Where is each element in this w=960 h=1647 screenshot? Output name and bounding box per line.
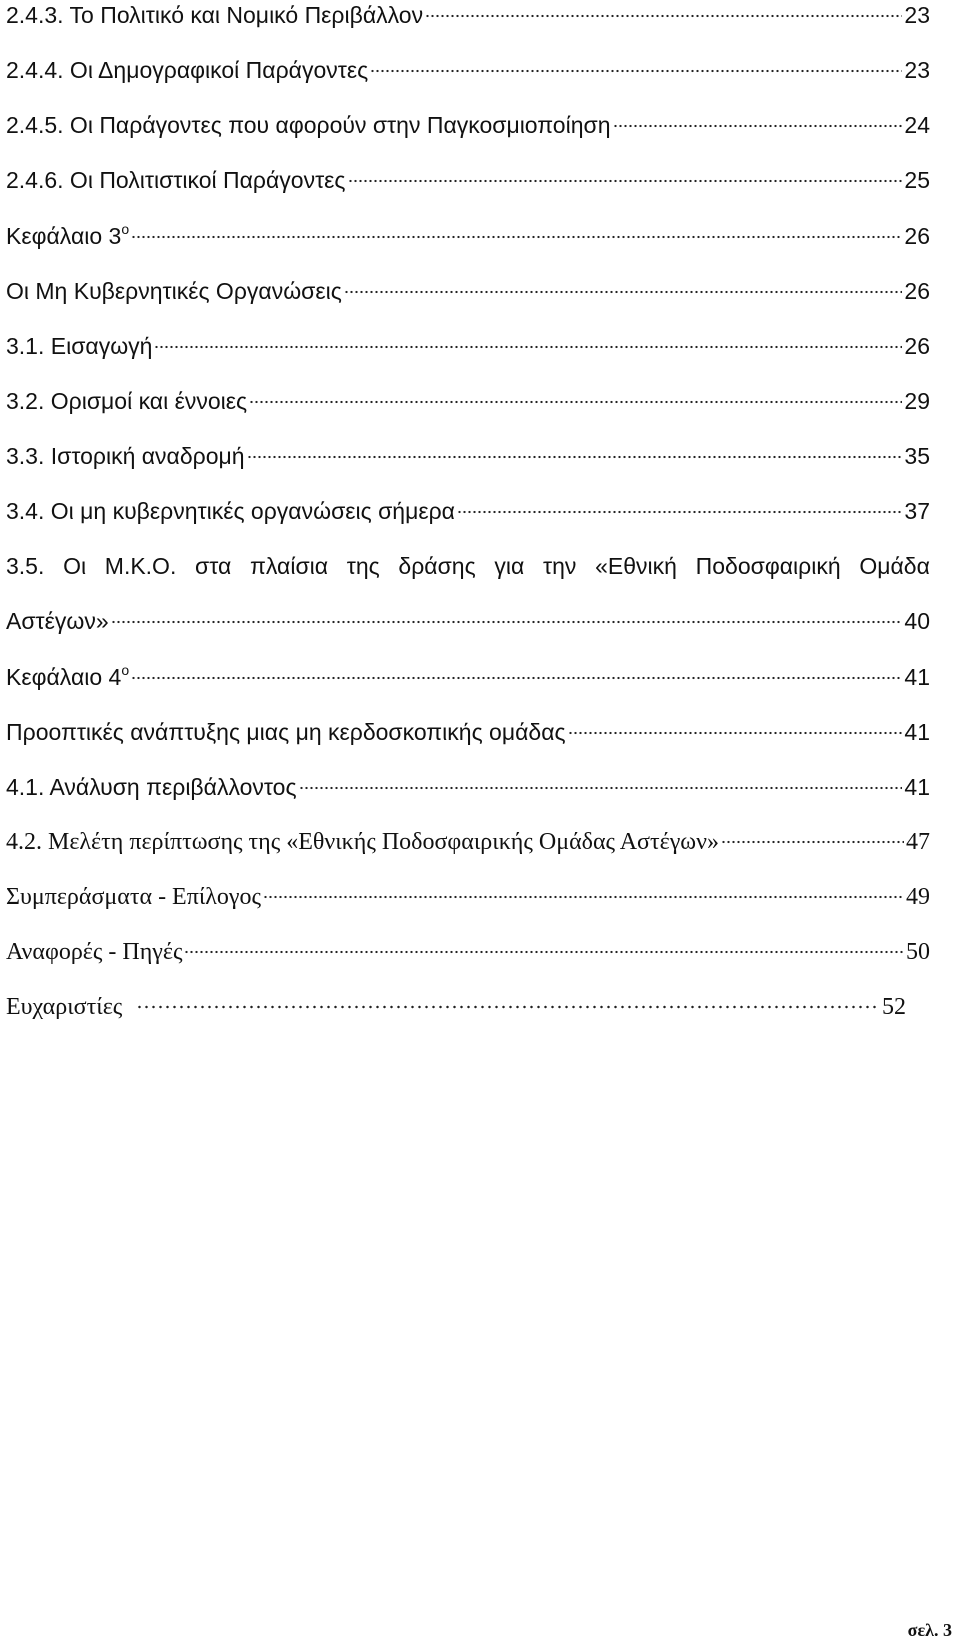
toc-entry[interactable] xyxy=(6,712,930,752)
toc-entry-page: 26 xyxy=(904,223,930,249)
toc-entry-page: 23 xyxy=(904,2,930,28)
toc-entry[interactable] xyxy=(6,987,906,1027)
toc-entry-page: 47 xyxy=(906,829,930,855)
toc-entry-title: 2.4.3. Το Πολιτικό και Νομικό Περιβάλλον xyxy=(6,2,424,28)
dot-leader xyxy=(457,510,902,514)
toc-entry-title: 2.4.5. Οι Παράγοντες που αφορούν στην Παγκοσμιοποίηση xyxy=(6,112,611,138)
toc-entry-title: Αναφορές - Πηγές xyxy=(6,939,183,965)
toc-entry-title: Προοπτικές ανάπτυξης μιας μη κερδοσκοπικής ομάδας xyxy=(6,719,566,745)
toc-entry-page: 41 xyxy=(904,664,930,690)
dot-leader xyxy=(247,455,903,459)
toc-entry-page: 29 xyxy=(904,388,930,414)
dot-leader xyxy=(184,950,904,954)
word: της xyxy=(346,553,380,579)
toc-entry[interactable] xyxy=(6,326,930,366)
word: Ομάδα xyxy=(859,553,930,579)
toc-entry[interactable] xyxy=(6,601,930,641)
toc-entry[interactable] xyxy=(6,105,930,145)
toc-entry[interactable] xyxy=(6,491,930,531)
toc-entry[interactable] xyxy=(6,160,930,200)
toc-entry-page: 49 xyxy=(906,884,930,910)
toc-entry-title: 3.4. Οι μη κυβερνητικές οργανώσεις σήμερα xyxy=(6,498,455,524)
ordinal-superscript: ο xyxy=(121,662,130,678)
toc-entry[interactable] xyxy=(6,877,930,917)
word: πλαίσια xyxy=(250,553,329,579)
dot-leader xyxy=(370,69,902,73)
toc-entry-title: Οι Μη Κυβερνητικές Οργανώσεις xyxy=(6,278,342,304)
word: στα xyxy=(195,553,232,579)
page-number: σελ. 3 xyxy=(907,1620,952,1640)
dot-leader xyxy=(131,235,902,239)
toc-entry[interactable] xyxy=(6,932,930,972)
dot-leader xyxy=(613,124,903,128)
toc-entry-title: Ευχαριστίες xyxy=(6,994,123,1020)
word: την xyxy=(543,553,577,579)
toc-entry-title: 2.4.6. Οι Πολιτιστικοί Παράγοντες xyxy=(6,167,346,193)
word: Οι xyxy=(63,553,87,579)
dot-leader xyxy=(263,895,904,899)
dot-leader xyxy=(348,179,903,183)
dot-leader xyxy=(568,731,903,735)
word: «Εθνική xyxy=(595,553,677,579)
dot-leader xyxy=(154,345,902,349)
dot-leader xyxy=(111,620,903,624)
word: για xyxy=(494,553,525,579)
dot-leader xyxy=(344,290,903,294)
toc-entry-page: 41 xyxy=(904,774,930,800)
dot-leader xyxy=(136,1005,880,1009)
toc-entry-page: 37 xyxy=(904,498,930,524)
toc-entry-title: Κεφάλαιο $3^o$ xyxy=(6,221,130,249)
dot-leader xyxy=(131,676,902,680)
toc-entry-title: Αστέγων» xyxy=(6,608,109,634)
toc-chapter-entry[interactable] xyxy=(6,657,930,697)
toc-entry-title: 2.4.4. Οι Δημογραφικοί Παράγοντες xyxy=(6,57,369,83)
toc-entry-title: 3.1. Εισαγωγή xyxy=(6,333,153,359)
toc-entry-page: 52 xyxy=(882,994,906,1020)
toc-entry-page: 41 xyxy=(904,719,930,745)
toc-entry-page: 50 xyxy=(906,939,930,965)
toc-entry-title: 3.3. Ιστορική αναδρομή xyxy=(6,443,245,469)
toc-entry-title: 4.2. Μελέτη περίπτωσης της «Εθνικής Ποδοσφαιρικής Ομάδας Αστέγων» xyxy=(6,829,719,855)
word: 3.5. xyxy=(6,553,45,579)
dot-leader xyxy=(425,14,902,18)
dot-leader xyxy=(721,840,904,844)
word: Ποδοσφαιρική xyxy=(695,553,841,579)
toc-entry-title: Κεφάλαιο $4^o$ xyxy=(6,662,130,690)
toc-entry-title: Συμπεράσματα - Επίλογος xyxy=(6,884,262,910)
toc-entry-page: 40 xyxy=(904,608,930,634)
toc-entry-page: 26 xyxy=(904,278,930,304)
ordinal-superscript: ο xyxy=(121,221,130,237)
toc-entry[interactable] xyxy=(6,0,930,35)
toc-chapter-entry[interactable] xyxy=(6,216,930,256)
toc-entry-page: 35 xyxy=(904,443,930,469)
word: δράσης xyxy=(398,553,476,579)
toc-entry[interactable] xyxy=(6,767,930,807)
toc-entry-page: 23 xyxy=(904,57,930,83)
toc-entry-page: 26 xyxy=(904,333,930,359)
toc-entry-title: 3.2. Ορισμοί και έννοιες xyxy=(6,388,248,414)
dot-leader xyxy=(249,400,902,404)
toc-entry-wrapped-line[interactable] xyxy=(6,546,930,586)
toc-entry-page: 25 xyxy=(904,167,930,193)
toc-entry[interactable] xyxy=(6,436,930,476)
toc-entry[interactable] xyxy=(6,50,930,90)
dot-leader xyxy=(299,786,903,790)
toc-entry[interactable] xyxy=(6,381,930,421)
toc-entry[interactable] xyxy=(6,822,930,862)
word: Μ.Κ.Ο. xyxy=(104,553,177,579)
toc-entry-title: 4.1. Ανάλυση περιβάλλοντος xyxy=(6,774,297,800)
toc-entry-page: 24 xyxy=(904,112,930,138)
toc-entry[interactable] xyxy=(6,271,930,311)
